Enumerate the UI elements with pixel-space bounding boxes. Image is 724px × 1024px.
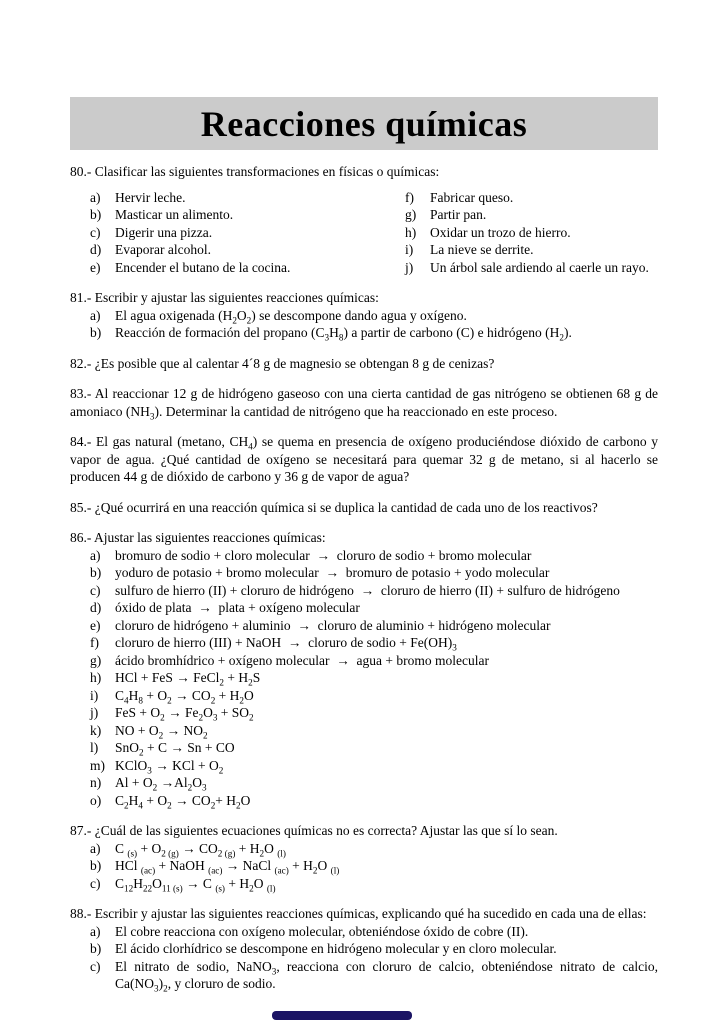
item-label: h) [405,224,417,240]
problem-80-list [70,189,658,277]
list-item [70,547,658,565]
item-text: Fabricar queso. [430,189,514,205]
item-label: c) [90,224,101,240]
item-label: a) [90,307,101,323]
item-text: El agua oxigenada $(H_2O_2)$ se descompone dando agua y oxígeno. [115,307,467,326]
item-label: c) [90,958,101,974]
problem-82 [70,355,658,373]
list-item [70,617,658,635]
list-item [70,582,658,600]
list-item [70,875,658,893]
list-item [70,940,658,958]
list-item [70,189,385,207]
item-text: cloruro de hidrógeno + aluminio → cloruro de aluminio + hidrógeno molecular [115,617,551,633]
item-label: e) [90,617,101,633]
item-text: Oxidar un trozo de hierro. [430,224,571,240]
problem-86 [70,529,658,809]
problem-88-heading: 88.- Escribir y ajustar las siguientes reacciones químicas, explicando qué ha sucedido en cada una de ellas: [70,906,647,921]
item-text: Evaporar alcohol. [115,242,211,257]
item-label: a) [90,840,101,856]
item-label: c) [90,875,101,891]
list-item [70,259,385,277]
item-label: g) [90,652,102,668]
item-text: Masticar un alimento. [115,207,234,222]
problem-81 [70,289,658,342]
list-item [70,958,658,993]
item-label: c) [90,582,101,598]
list-item [70,599,658,617]
item-label: a) [90,189,101,205]
item-label: b) [90,858,102,873]
problem-82-text: 82.- ¿Es posible que al calentar 4´8 g de magnesio se obtengan 8 g de cenizas? [70,355,495,371]
problem-86-list [70,547,658,810]
item-text: HCl + FeS → FeCl$_2$ + $H_2S$ [115,670,261,688]
list-item [70,722,658,740]
item-label: g) [405,207,417,222]
list-item [70,224,385,242]
list-item [70,757,658,775]
item-text: KClO$_3$ → KCl + $O_2$ [115,757,224,776]
problem-88 [70,905,658,993]
item-label: b) [90,325,102,340]
item-text: La nieve se derrite. [430,242,534,257]
problem-88-list [70,923,658,993]
item-label: b) [90,941,102,956]
item-text: FeS + $O_2 \to Fe_2O_3 + SO_2$ [115,705,254,723]
page-title: Reacciones químicas [200,103,528,144]
problem-81-heading: 81.- Escribir y ajustar las siguientes reacciones químicas: [70,290,379,305]
item-label: f) [405,189,414,205]
item-label: d) [90,242,102,257]
list-item [70,840,658,858]
list-item [70,774,658,792]
item-text: NO + $O_2 \to NO_2$ [115,722,208,741]
item-text: ácido bromhídrico + oxígeno molecular → agua + bromo molecular [115,652,489,668]
item-text: $C_2H_4 + O_2 \to CO_2+ H_2O$ [115,792,251,811]
list-item [385,189,658,207]
item-text: C $_{(s)} + O_{2 (g)} \to CO_{2 (g)} + H_2O$ $_{(l)}$ [115,840,286,859]
item-label: m) [90,757,105,773]
list-item [70,857,658,875]
list-item [385,241,658,259]
problem-87 [70,822,658,892]
problem-84-text: 84.- El gas natural (metano, $CH_4$) se quema en presencia de oxígeno produciéndose dióxido de carbono y vapor de agua. ¿Qué cantidad de oxígeno se necesitará para quemar 32 g de metano, si al hacerlo se producen 44 g de dióxido de carbono y 36 g de vapor de agua? [70,434,658,484]
list-item [385,224,658,242]
list-item [70,739,658,757]
problem-85-text: 85.- ¿Qué ocurrirá en una reacción química si se duplica la cantidad de cada uno de los reactivos? [70,499,598,515]
list-item [70,687,658,705]
item-label: b) [90,565,102,580]
problem-80-heading: 80.- Clasificar las siguientes transformaciones en físicas o químicas: [70,164,440,179]
item-text: sulfuro de hierro (II) + cloruro de hidrógeno → cloruro de hierro (II) + sulfuro de hidrógeno [115,582,620,598]
item-text: $C_{12}H_{22}O_{11 (s)} \to C$ $_{(s)} + H_2O$ $_{(l)}$ [115,875,276,894]
problem-81-list [70,307,658,342]
problem-83 [70,385,658,420]
item-text: Encender el butano de la cocina. [115,259,291,275]
item-label: k) [90,722,102,738]
list-item [70,324,658,342]
list-item [70,634,658,652]
list-item [70,307,658,325]
list-item [70,669,658,687]
problem-86-heading: 86.- Ajustar las siguientes reacciones químicas: [70,530,326,545]
item-text: cloruro de hierro (III) + NaOH → cloruro de sodio + $Fe(OH)_3$ [115,635,457,653]
problem-87-list [70,840,658,893]
item-label: a) [90,547,101,563]
item-text: SnO$_2$ + C → Sn + CO [115,740,235,758]
problem-83-text: 83.- Al reaccionar 12 g de hidrógeno gaseoso con una cierta cantidad de gas nitrógeno se obtienen 68 g de amoniaco $(NH_3)$. Determinar la cantidad de nitrógeno que ha reaccionado en este proceso. [70,386,658,422]
item-label: n) [90,775,102,790]
problem-80-right-column [385,189,658,277]
item-text: El ácido clorhídrico se descompone en hidrógeno molecular y en cloro molecular. [115,941,557,956]
item-text: HCl $_{(ac)}$ + NaOH $_{(ac)}$ → NaCl $_{(ac)} + H_2O$ $_{(l)}$ [115,858,340,876]
item-text: yoduro de potasio + bromo molecular → bromuro de potasio + yodo molecular [115,565,550,580]
item-text: $Al + O_2 \to Al_2O_3$ [115,775,207,793]
item-label: d) [90,600,102,615]
item-label: j) [90,705,99,720]
scroll-indicator[interactable] [272,1011,412,1020]
item-text: El nitrato de sodio, NaNO$_3$, reacciona con cloruro de calcio, obteniéndose nitrato de calcio, $Ca(NO_3)_2$, y cloruro de sodio. [115,958,658,994]
problem-85 [70,499,658,517]
problem-87-heading: 87.- ¿Cuál de las siguientes ecuaciones químicas no es correcta? Ajustar las que sí lo sean. [70,823,558,838]
item-text: Reacción de formación del propano $(C_3H_8)$ a partir de carbono (C) e hidrógeno $(H_2)$. [115,325,572,343]
list-item [70,241,385,259]
item-label: o) [90,792,102,808]
item-text: óxido de plata → plata + oxígeno molecular [115,600,360,615]
item-label: f) [90,635,99,650]
list-item [70,792,658,810]
list-item [70,704,658,722]
item-label: i) [90,687,99,703]
list-item [70,206,385,224]
list-item [70,652,658,670]
problem-80-left-column [70,189,385,277]
problem-84 [70,433,658,486]
list-item [70,564,658,582]
item-label: j) [405,259,414,275]
item-text: bromuro de sodio + cloro molecular → cloruro de sodio + bromo molecular [115,547,532,563]
list-item [385,206,658,224]
item-text: $C_4H_8 + O_2 \to CO_2 + H_2O$ [115,687,254,706]
title-banner [70,97,658,150]
item-label: a) [90,923,101,939]
problem-80 [70,163,658,276]
list-item [385,259,658,277]
item-label: h) [90,670,102,685]
item-label: e) [90,259,101,275]
item-label: i) [405,242,414,257]
item-label: b) [90,207,102,222]
item-text: El cobre reacciona con oxígeno molecular, obteniéndose óxido de cobre (II). [115,923,529,939]
item-label: l) [90,740,99,755]
item-text: Partir pan. [430,207,487,222]
item-text: Hervir leche. [115,189,186,205]
item-text: Un árbol sale ardiendo al caerle un rayo. [430,259,649,275]
item-text: Digerir una pizza. [115,224,213,240]
list-item [70,923,658,941]
